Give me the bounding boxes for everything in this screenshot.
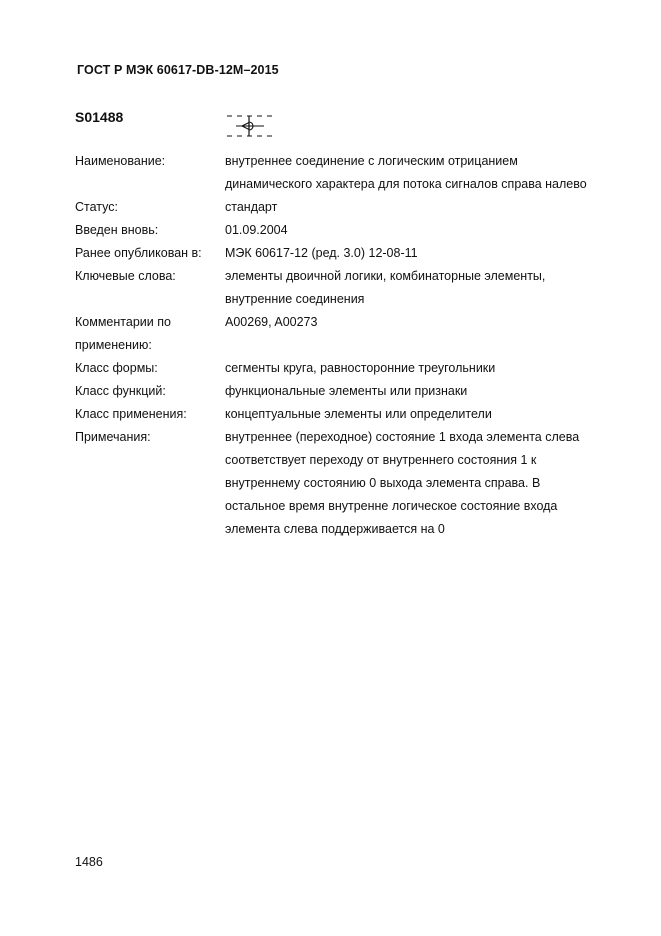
property-label — [75, 403, 225, 426]
property-label-line: Примечания: — [75, 430, 151, 444]
property-value — [225, 150, 635, 196]
property-label — [75, 426, 225, 541]
property-value — [225, 380, 635, 403]
property-label-line: Ранее опубликован в: — [75, 246, 202, 260]
property-label-line: применению: — [75, 338, 152, 352]
property-value-line: элемента слева поддерживается на 0 — [225, 522, 445, 536]
property-label-line: Комментарии по — [75, 315, 171, 329]
property-row — [75, 150, 635, 196]
property-row — [75, 403, 635, 426]
page-number: 1486 — [75, 855, 103, 869]
property-value-line: динамического характера для потока сигналов справа налево — [225, 177, 587, 191]
property-value — [225, 311, 635, 357]
symbol-code: S01488 — [75, 109, 124, 125]
property-label — [75, 219, 225, 242]
property-label-line: Класс применения: — [75, 407, 187, 421]
property-value — [225, 196, 635, 219]
property-value-line: функциональные элементы или признаки — [225, 384, 468, 398]
property-value-line: 01.09.2004 — [225, 223, 288, 237]
property-value-line: остальное время внутренне логическое состояние входа — [225, 499, 558, 513]
property-label — [75, 265, 225, 311]
properties-list — [75, 150, 635, 541]
property-label-line: Ключевые слова: — [75, 269, 176, 283]
property-label — [75, 357, 225, 380]
property-row — [75, 357, 635, 380]
property-value — [225, 357, 635, 380]
property-row — [75, 311, 635, 357]
property-value — [225, 426, 635, 541]
property-label-line: Класс функций: — [75, 384, 166, 398]
property-label-line: Класс формы: — [75, 361, 158, 375]
property-row — [75, 196, 635, 219]
property-value-line: МЭК 60617-12 (ред. 3.0) 12-08-11 — [225, 246, 418, 260]
property-value-line: внутренние соединения — [225, 292, 365, 306]
property-label-line: Введен вновь: — [75, 223, 159, 237]
property-value — [225, 265, 635, 311]
property-row — [75, 265, 635, 311]
property-value-line: стандарт — [225, 200, 278, 214]
property-label — [75, 380, 225, 403]
property-value — [225, 242, 635, 265]
property-label — [75, 311, 225, 357]
property-value-line: внутреннее соединение с логическим отрицанием — [225, 154, 518, 168]
property-value-line: сегменты круга, равносторонние треугольники — [225, 361, 496, 375]
property-row — [75, 219, 635, 242]
property-value-line: соответствует переходу от внутреннего состояния 1 к — [225, 453, 537, 467]
property-value — [225, 219, 635, 242]
document-header: ГОСТ Р МЭК 60617-DB-12M–2015 — [77, 63, 279, 77]
property-value-line: внутреннее (переходное) состояние 1 входа элемента слева — [225, 430, 580, 444]
property-label — [75, 150, 225, 196]
property-value-line: концептуальные элементы или определители — [225, 407, 492, 421]
property-value-line: A00269, A00273 — [225, 315, 318, 329]
property-label — [75, 196, 225, 219]
property-row — [75, 380, 635, 403]
internal-connection-symbol-icon — [225, 110, 275, 142]
property-row — [75, 426, 635, 541]
property-row — [75, 242, 635, 265]
property-value-line: элементы двоичной логики, комбинаторные элементы, — [225, 269, 546, 283]
property-label-line: Статус: — [75, 200, 118, 214]
property-label — [75, 242, 225, 265]
property-label-line: Наименование: — [75, 154, 166, 168]
property-value — [225, 403, 635, 426]
property-value-line: внутреннему состоянию 0 выхода элемента справа. В — [225, 476, 541, 490]
